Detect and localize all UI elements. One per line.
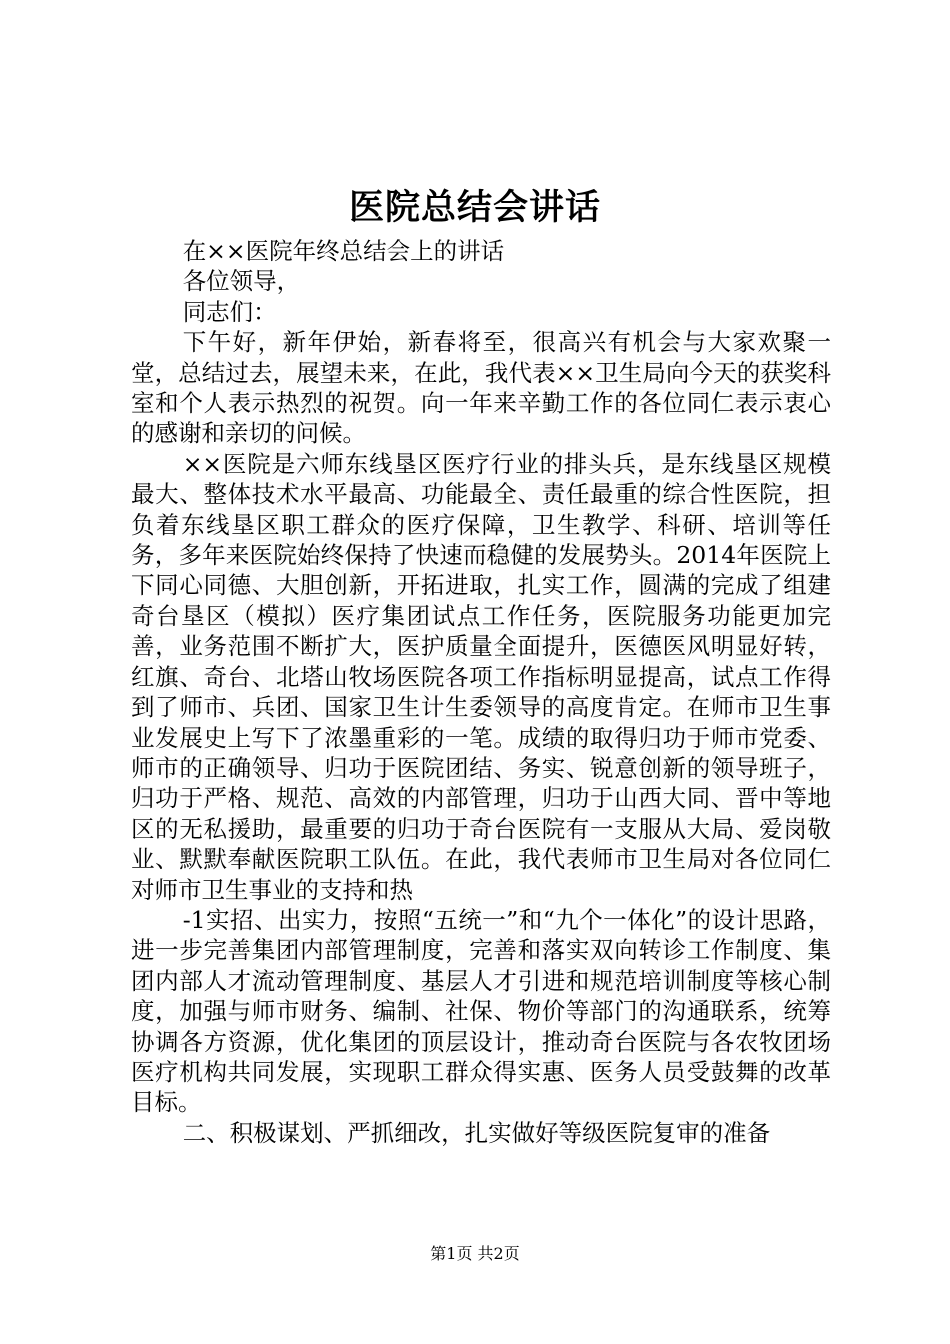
salutation-comrades: 同志们： xyxy=(182,297,277,326)
salutation-leaders: 各位领导， xyxy=(182,267,301,296)
page-number-footer: 第1页 共2页 xyxy=(430,1244,520,1263)
paragraph-reform: -1实招、出实力，按照“五统一”和“九个一体化”的设计思路，进一步完善集团内部管理制度，完善和落实双向转诊工作制度、集团内部人才流动管理制度、基层人才引进和规范培训制度等核心制度，加强与师市财务、编制、社保、物价等部门的沟通联系，统筹协调各方资源，优化集团的顶层设计，推动奇台医院与各农牧团场医疗机构共同发展，实现职工群众得实惠、医务人员受鼓舞的改革目标。 xyxy=(131,905,831,1117)
document-body xyxy=(131,236,831,1148)
paragraph-greeting: 下午好，新年伊始，新春将至，很高兴有机会与大家欢聚一堂，总结过去，展望未来，在此，我代表××卫生局向今天的获奖科室和个人表示热烈的祝贺。向一年来辛勤工作的各位同仁表示衷心的感谢和亲切的问候。 xyxy=(131,328,831,448)
paragraph-achievements: ××医院是六师东线垦区医疗行业的排头兵，是东线垦区规模最大、整体技术水平最高、功能最全、责任最重的综合性医院，担负着东线垦区职工群众的医疗保障，卫生教学、科研、培训等任务，多年来医院始终保持了快速而稳健的发展势头。2014年医院上下同心同德、大胆创新，开拓进取，扎实工作，圆满的完成了组建奇台垦区（模拟）医疗集团试点工作任务，医院服务功能更加完善，业务范围不断扩大，医护质量全面提升，医德医风明显好转，红旗、奇台、北塔山牧场医院各项工作指标明显提高，试点工作得到了师市、兵团、国家卫生计生委领导的高度肯定。在师市卫生事业发展史上写下了浓墨重彩的一笔。成绩的取得归功于师市党委、师市的正确领导、归功于医院团结、务实、锐意创新的领导班子，归功于严格、规范、高效的内部管理，归功于山西大同、晋中等地区的无私援助，最重要的归功于奇台医院有一支服从大局、爱岗敬业、默默奉献医院职工队伍。在此，我代表师市卫生局对各位同仁对师市卫生事业的支持和热 xyxy=(131,449,831,904)
document-title: 医院总结会讲话 xyxy=(348,187,601,228)
speech-heading: 在××医院年终总结会上的讲话 xyxy=(182,237,505,265)
paragraph-section-two: 二、积极谋划、严抓细改，扎实做好等级医院复审的准备 xyxy=(182,1118,771,1147)
